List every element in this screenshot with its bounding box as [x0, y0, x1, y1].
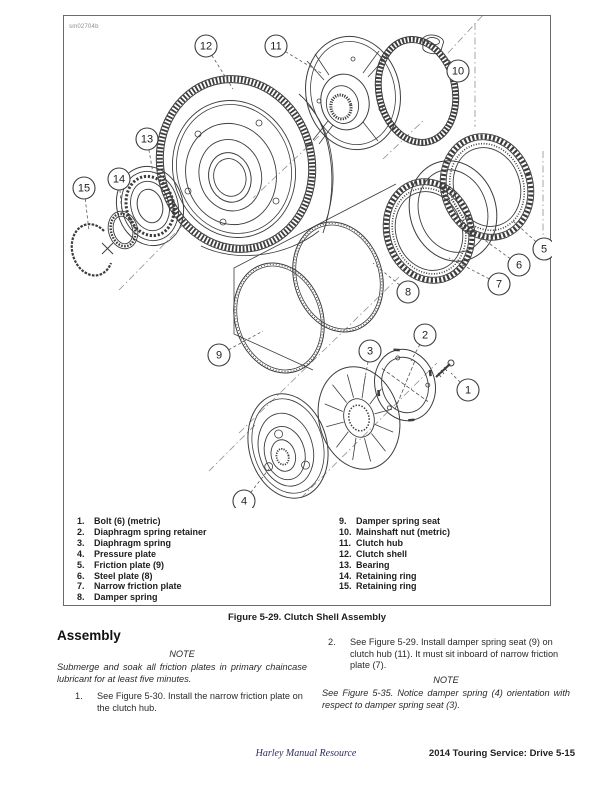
part-number: 7. [77, 581, 85, 592]
part-callout-2 [411, 324, 436, 361]
svg-text:14: 14 [112, 173, 126, 186]
figure-caption: Figure 5-29. Clutch Shell Assembly [227, 612, 387, 623]
step-item-2 [322, 637, 570, 672]
part-number: 5. [77, 559, 85, 570]
part-number: 10. [339, 526, 352, 537]
mainshaft-nut [421, 34, 444, 55]
part-name: Clutch hub [356, 537, 403, 548]
part-number: 6. [77, 570, 85, 581]
part-callout-7 [449, 258, 510, 295]
part-callout-8 [373, 263, 419, 303]
note-label: NOTE [169, 648, 195, 659]
svg-text:4: 4 [240, 495, 248, 508]
figure-box [63, 15, 551, 606]
svg-text:8: 8 [404, 286, 412, 299]
retaining-ring-15 [72, 224, 113, 275]
part-number: 3. [77, 537, 85, 548]
parts-list-right [339, 516, 544, 592]
footer-brand: Harley Manual Resource [255, 748, 357, 759]
part-name: Damper spring seat [356, 516, 441, 526]
parts-list-item [77, 560, 317, 571]
parts-list-item [77, 516, 317, 527]
parts-list-item [77, 592, 317, 603]
step-text: See Figure 5-29. Install damper spring seat (9) on clutch hub (11). It must sit inboard of narrow friction plate (7). [350, 637, 559, 671]
part-name: Damper spring [94, 592, 158, 603]
part-name: Friction plate (9) [94, 559, 165, 570]
step-number: 1. [75, 691, 83, 702]
step-text: See Figure 5-30. Install the narrow friction plate on the clutch hub. [97, 691, 303, 713]
note-label: NOTE [433, 674, 459, 685]
section-heading-assembly: Assembly [57, 628, 121, 643]
part-number: 8. [77, 592, 85, 603]
note-text: Submerge and soak all friction plates in primary chaincase lubricant for at least five minutes. [57, 662, 307, 684]
parts-list-item [339, 516, 544, 527]
assembly-section-right [322, 637, 570, 718]
parts-list-item [339, 549, 544, 560]
parts-list-item [77, 571, 317, 582]
part-number: 4. [77, 548, 85, 559]
footer-page-ref: 2014 Touring Service: Drive 5-15 [428, 748, 575, 759]
svg-text:1: 1 [464, 384, 472, 397]
part-callout-15 [73, 177, 95, 231]
svg-text:3: 3 [366, 345, 374, 358]
svg-text:15: 15 [77, 182, 91, 195]
parts-list-left [77, 516, 317, 603]
parts-list-item [77, 538, 317, 549]
narrow-friction-plate [370, 167, 488, 296]
part-name: Mainshaft nut (metric) [356, 526, 451, 537]
svg-text:13: 13 [140, 133, 154, 146]
svg-text:10: 10 [451, 65, 465, 78]
part-name: Diaphragm spring retainer [94, 526, 207, 537]
clutch-assembly-diagram [64, 16, 552, 508]
part-name: Retaining ring [356, 570, 417, 581]
part-number: 9. [339, 516, 347, 526]
svg-text:6: 6 [515, 259, 523, 272]
part-name: Diaphragm spring [94, 537, 172, 548]
parts-list-item [77, 527, 317, 538]
svg-text:11: 11 [270, 40, 282, 53]
part-callout-1 [451, 373, 479, 401]
step-item-1 [57, 691, 307, 714]
svg-text:7: 7 [495, 278, 503, 291]
part-name: Pressure plate [94, 548, 157, 559]
part-number: 1. [77, 516, 85, 526]
svg-text:5: 5 [540, 243, 548, 256]
part-number: 14. [339, 570, 352, 581]
parts-list-item [339, 560, 544, 571]
parts-list-item [77, 549, 317, 560]
part-number: 11. [339, 537, 352, 548]
part-number: 13. [339, 559, 352, 570]
part-number: 2. [77, 526, 85, 537]
art-id-label: sm02704b [69, 24, 99, 30]
parts-list-item [339, 527, 544, 538]
bolt [436, 360, 454, 377]
note-text: See Figure 5-35. Notice damper spring (4) orientation with respect to damper spring seat (3). [322, 688, 570, 710]
part-name: Bolt (6) (metric) [94, 516, 161, 526]
part-callout-6 [479, 236, 530, 276]
step-number: 2. [328, 637, 336, 647]
part-number: 15. [339, 581, 352, 592]
parts-list-item [77, 581, 317, 592]
parts-list-item [339, 581, 544, 592]
page-footer [0, 748, 612, 764]
part-callout-3 [359, 340, 381, 389]
part-name: Clutch shell [356, 548, 408, 559]
svg-text:12: 12 [199, 40, 213, 53]
clutch-hub [295, 27, 468, 158]
part-name: Retaining ring [356, 581, 417, 592]
part-number: 12. [339, 548, 352, 559]
part-name: Steel plate (8) [94, 570, 153, 581]
svg-text:9: 9 [215, 349, 223, 362]
part-name: Bearing [356, 559, 390, 570]
parts-list-item [339, 571, 544, 582]
svg-text:2: 2 [421, 329, 429, 342]
assembly-section-left [57, 630, 307, 715]
part-callout-9 [208, 331, 263, 366]
parts-list-item [339, 538, 544, 549]
pressure-plate [237, 385, 340, 508]
part-name: Narrow friction plate [94, 581, 182, 592]
